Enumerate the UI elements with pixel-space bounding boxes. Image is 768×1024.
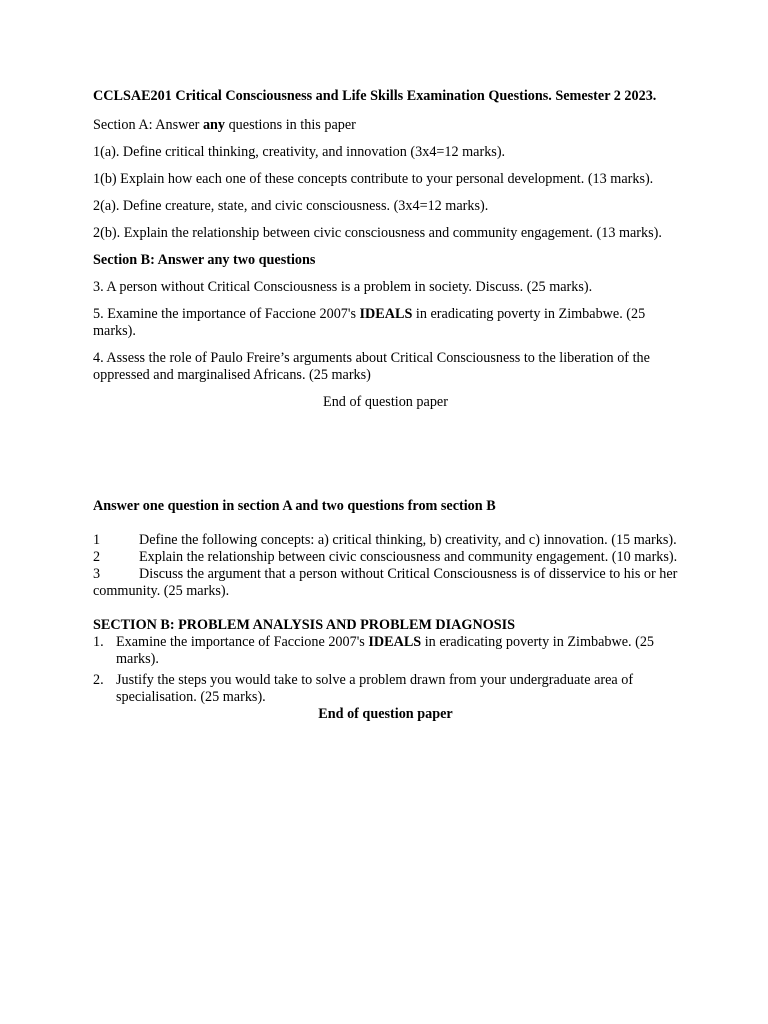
page-spacer (93, 411, 678, 498)
exam2-section-b-list (93, 634, 678, 706)
b1-suffix: in eradicating poverty in Zimbabwe. (25 marks). (116, 634, 655, 667)
section-a-instruction (93, 117, 678, 134)
question-5-emphasis: IDEALS (359, 306, 413, 322)
exam2-item-number: 2 (93, 549, 101, 565)
section-a-suffix: questions in this paper (225, 117, 356, 133)
exam2-item-1 (93, 532, 678, 549)
section-a-prefix: Section A: Answer (93, 117, 203, 133)
b2-text: Justify the steps you would take to solve a problem drawn from your undergraduate area of specialisation. (25 marks). (116, 672, 634, 705)
question-2a: 2(a). Define creature, state, and civic consciousness. (3x4=12 marks). (93, 198, 489, 214)
end-of-paper-1: End of question paper (323, 394, 448, 410)
question-5-prefix: 5. Examine the importance of Faccione 2007's (93, 306, 360, 322)
section-b-heading: Section B: Answer any two questions (93, 252, 316, 268)
exam2-item-3 (93, 566, 678, 600)
exam2-section-b-item-2 (93, 672, 678, 706)
question-3: 3. A person without Critical Consciousness is a problem in society. Discuss. (25 marks). (93, 279, 593, 295)
section-a-emphasis: any (202, 117, 226, 133)
exam2-item-2 (93, 549, 678, 566)
exam2-section-b-item-1 (93, 634, 678, 668)
exam2-item-number: 3 (93, 566, 101, 582)
list-number: 2. (93, 672, 104, 688)
exam-title: CCLSAE201 Critical Consciousness and Life Skills Examination Questions. Semester 2 2023. (93, 88, 657, 104)
question-2b: 2(b). Explain the relationship between civic consciousness and community engagement. (13 marks). (93, 225, 662, 241)
b1-prefix: Examine the importance of Faccione 2007's (116, 634, 369, 650)
question-4: 4. Assess the role of Paulo Freire’s arguments about Critical Consciousness to the liberation of the oppressed and marginalised Africans. (25 marks) (93, 350, 650, 383)
b1-emphasis: IDEALS (368, 634, 422, 650)
exam2-item-text: Discuss the argument that a person without Critical Consciousness is of disservice to his or her community. (25 marks). (93, 566, 678, 599)
exam2-item-number: 1 (93, 532, 101, 548)
list-number: 1. (93, 634, 104, 650)
exam2-section-b-heading: SECTION B: PROBLEM ANALYSIS AND PROBLEM DIAGNOSIS (93, 617, 516, 633)
exam2-item-text: Explain the relationship between civic consciousness and community engagement. (10 marks). (139, 549, 678, 565)
question-5-suffix: in eradicating poverty in Zimbabwe. (25 marks). (93, 306, 646, 339)
question-1a: 1(a). Define critical thinking, creativity, and innovation (3x4=12 marks). (93, 144, 506, 160)
question-5 (93, 306, 678, 340)
exam2-item-text: Define the following concepts: a) critical thinking, b) creativity, and c) innovation. (15 marks). (139, 532, 677, 548)
end-of-paper-2: End of question paper (318, 706, 453, 722)
exam2-instruction: Answer one question in section A and two questions from section B (93, 498, 496, 514)
question-1b: 1(b) Explain how each one of these concepts contribute to your personal development. (13 marks). (93, 171, 654, 187)
document-page (93, 88, 678, 723)
